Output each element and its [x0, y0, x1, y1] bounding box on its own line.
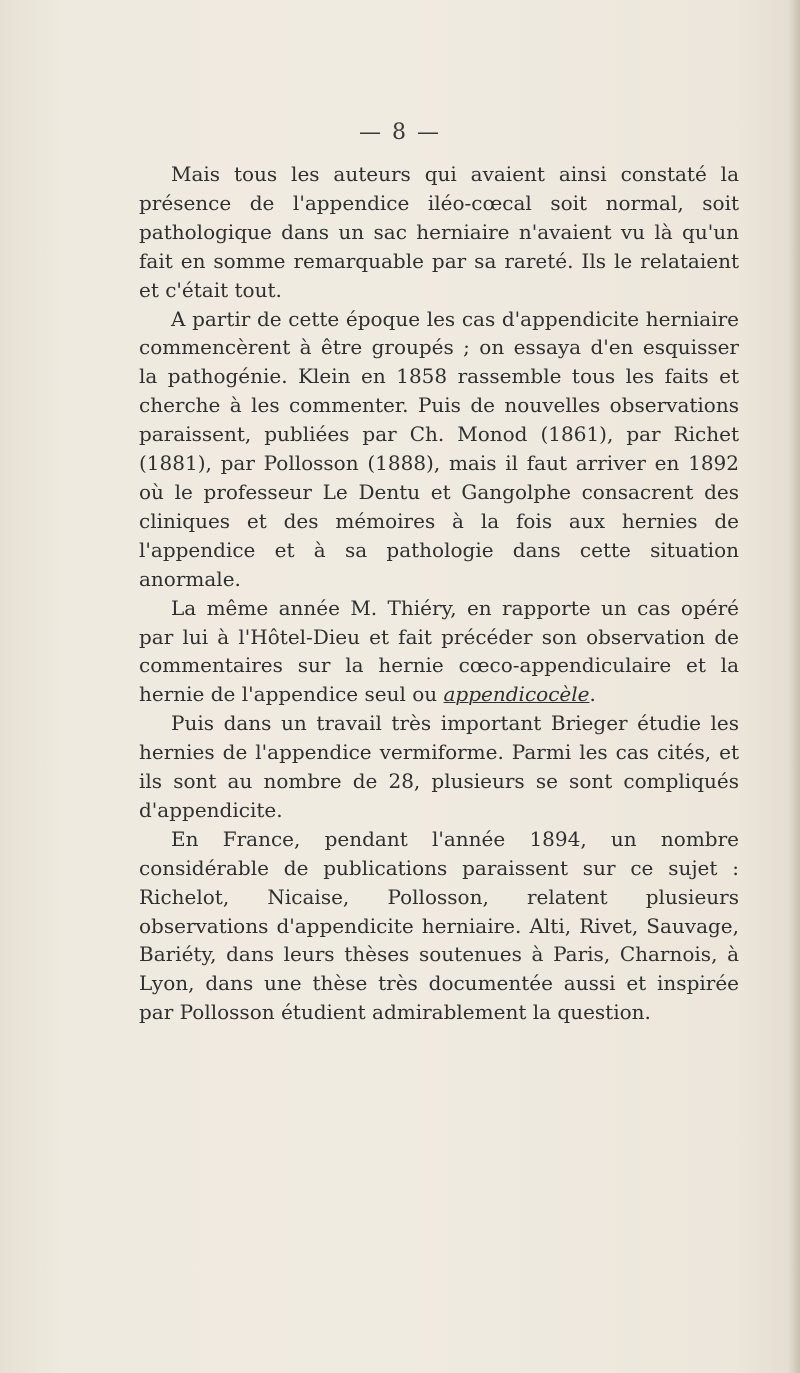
- paragraph-2: A partir de cette époque les cas d'appendicite herniaire commencèrent à être groupés ; on essaya d'en esquisser la pathogénie. Klein en 1858 rassemble tous les faits et cherche à les commenter. Puis de nouvelles observations paraissent, publiées par Ch. Monod (1861), par Richet (1881), par Pollosson (1888), mais il faut arriver en 1892 où le professeur Le Dentu et Gangolphe consacrent des cliniques et des mémoires à la fois aux hernies de l'appendice et à sa pathologie dans cette situation anormale.: [139, 306, 739, 591]
- paragraph-3: [139, 594, 739, 710]
- paragraph-1: Mais tous les auteurs qui avaient ainsi constaté la présence de l'appendice iléo-cœcal soit normal, soit pathologique dans un sac herniaire n'avaient vu là qu'un fait en somme remarquable par sa rareté. Ils le relataient et c'était tout.: [139, 162, 739, 302]
- paragraph-3-text: La même année M. Thiéry, en rapporte un cas opéré par lui à l'Hôtel-Dieu et fait précéder son observation de commentaires sur la hernie cœco-appendiculaire et la hernie de l'appendice seul ou: [139, 595, 739, 707]
- paragraph-4: Puis dans un travail très important Brieger étudie les hernies de l'appendice vermiforme. Parmi les cas cités, et ils sont au nombre de 28, plusieurs se sont compliqués d'appendicite.: [139, 711, 739, 822]
- paragraph-5: En France, pendant l'année 1894, un nombre considérable de publications paraissent sur ce sujet : Richelot, Nicaise, Pollosson, relatent plusieurs observations d'appendicite herniaire. Alti, Rivet, Sauvage, Bariéty, dans leurs thèses soutenues à Paris, Charnois, à Lyon, dans une thèse très documentée aussi et inspirée par Pollosson étudient admirablement la question.: [139, 826, 739, 1025]
- page-edge-shadow: [788, 0, 800, 1373]
- italic-term: appendicocèle: [443, 682, 590, 707]
- body-text: [139, 160, 739, 1027]
- page-number: — 8 —: [359, 120, 441, 145]
- paragraph-3-end: .: [589, 682, 596, 707]
